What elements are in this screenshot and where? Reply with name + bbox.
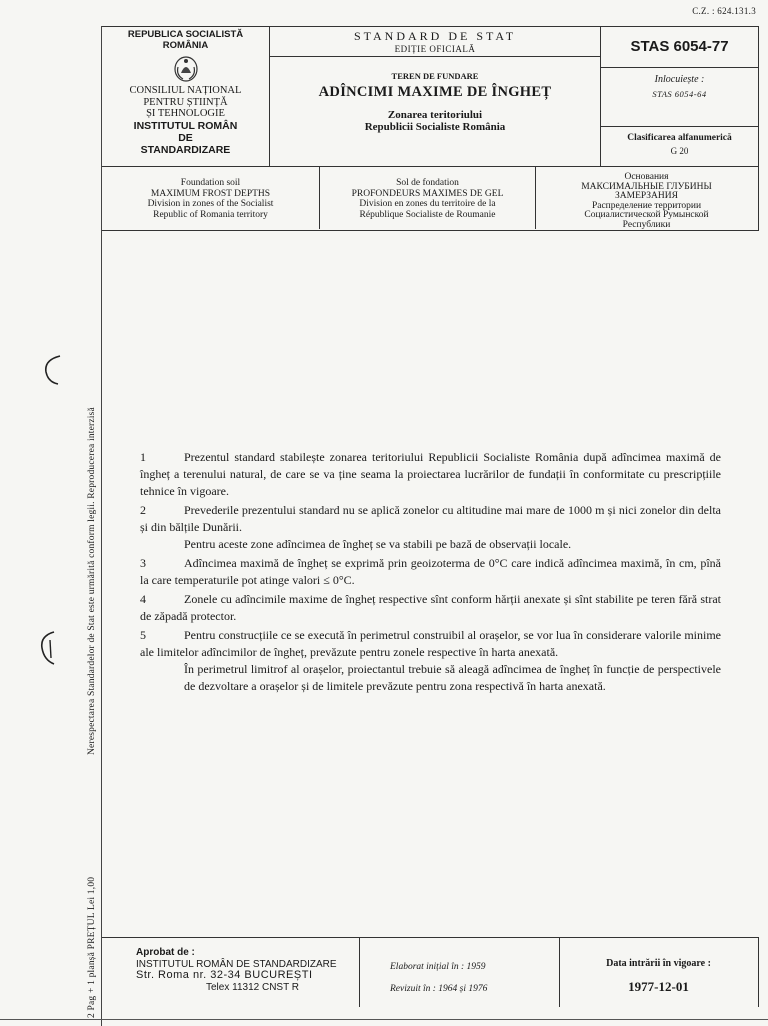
- translation-russian: [536, 167, 757, 229]
- paragraph-5: [140, 627, 721, 661]
- replaces-value: STAS 6054-64: [652, 89, 707, 99]
- translations-row: [102, 167, 759, 231]
- document-subtitle-2: Republicii Socialiste România: [364, 121, 506, 133]
- paragraph-text: Prevederile prezentului standard nu se aplică zonelor cu altitudine mai mare de 1000 m și nici zonelor din delta și din bălțile Dunării.: [140, 503, 721, 534]
- paragraph-1: [140, 449, 721, 500]
- effective-block: [560, 938, 757, 1007]
- institute-line-2: DE: [178, 131, 193, 144]
- approved-label: Aprobat de :: [136, 947, 195, 958]
- paragraph-number: 2: [140, 503, 146, 517]
- title-block: [270, 27, 600, 166]
- translation-line: Распределение территории: [591, 200, 702, 211]
- replaces-label: Inlocuiește :: [654, 74, 705, 85]
- translation-line: Republic of Romania territory: [153, 209, 268, 220]
- translation-line: MAXIMUM FROST DEPTHS: [150, 188, 271, 199]
- approver-address: Str. Roma nr. 32-34 BUCUREȘTI: [136, 969, 313, 981]
- telex-number: Telex 11312 CNST R: [206, 981, 300, 993]
- classification-value: G 20: [670, 146, 689, 156]
- approval-block: [102, 938, 360, 1007]
- header-box: [102, 26, 759, 167]
- republic-line-2: ROMÂNIA: [162, 40, 209, 51]
- republic-line-1: REPUBLICA SOCIALISTĂ: [127, 29, 244, 40]
- translation-english: [102, 167, 320, 229]
- republic-name: [102, 29, 269, 51]
- standard-banner: [270, 27, 600, 57]
- standard-number: STAS 6054-77: [601, 27, 758, 68]
- translation-line: Foundation soil: [180, 178, 241, 188]
- footer-box: [102, 937, 759, 1007]
- paragraph-3: [140, 555, 721, 589]
- elaborated-date: Elaborat inițial în : 1959: [390, 962, 486, 972]
- translation-line: République Socialiste de Roumanie: [359, 209, 496, 220]
- effective-label: Data intrării în vigoare :: [606, 958, 711, 969]
- paragraph-text: Zonele cu adîncimile maxime de îngheț respective sînt conform hărții anexate și sînt stabilite pe teren fără strat de zăpadă protector.: [140, 592, 721, 623]
- council-line-2: PENTRU ȘTIINȚĂ: [143, 96, 228, 108]
- standard-type: STANDARD DE STAT: [353, 29, 517, 43]
- classification-box: [601, 126, 758, 166]
- paragraph-text: Prezentul standard stabilește zonarea teritoriului Republicii Socialiste România după adîncimea maximă de îngheț a terenului natural, de care se va ține seama la proiectarea lucrărilor de fundații în conformitate cu prescripțiile tehnice în vigoare.: [140, 450, 721, 498]
- translation-line: Sol de fondation: [396, 178, 459, 188]
- translation-line: Основания: [624, 172, 669, 182]
- translation-line: Division en zones du territoire de la: [359, 199, 496, 209]
- coat-of-arms-icon: [173, 55, 199, 83]
- document-title: ADÎNCIMI MAXIME DE ÎNGHEȚ: [318, 84, 552, 100]
- council-line-3: ȘI TEHNOLOGIE: [146, 108, 225, 119]
- document-subtitle-1: Zonarea teritoriului: [387, 109, 483, 121]
- translation-french: [320, 167, 536, 229]
- subject-heading: TEREN DE FUNDARE: [391, 71, 479, 81]
- punch-hole-mark: [36, 628, 58, 668]
- edition-label: EDIȚIE OFICIALĂ: [394, 44, 476, 54]
- paragraph-text: Pentru construcțiile ce se execută în perimetrul construibil al orașelor, se vor lua în considerare valorile minime ale limitelor adîncimilor de îngheț, prevăzute pentru zonele respective în harta anexată.: [140, 628, 721, 659]
- approving-body: INSTITUTUL ROMÂN DE STANDARDIZARE: [136, 958, 337, 970]
- price-margin: 2 Pag + 1 planșă PREȚUL Lei 1,00: [87, 876, 97, 1018]
- translation-line: Социалистической Румынской: [584, 210, 709, 220]
- paragraph-number: 4: [140, 592, 146, 606]
- paragraph-text: Pentru aceste zone adîncimea de îngheț se va stabili pe bază de observații locale.: [184, 537, 572, 551]
- paragraph-2-continuation: [140, 536, 721, 553]
- issuer-block: [102, 27, 270, 166]
- translation-line: Division in zones of the Socialist: [147, 199, 274, 209]
- translation-line: PROFONDEURS MAXIMES DE GEL: [351, 188, 504, 199]
- paragraph-5-continuation: [140, 661, 721, 695]
- history-block: [360, 938, 560, 1007]
- punch-hole-mark: [40, 350, 62, 390]
- legal-notice-margin: Nerespectarea Standardelor de Stat este urmărită conform legii. Reproducerea interzisă: [87, 407, 97, 755]
- paragraph-number: 3: [140, 556, 146, 570]
- institute-name: [102, 120, 269, 156]
- document-body: [140, 449, 721, 695]
- translation-line: ЗАМЕРЗАНИЯ: [615, 191, 678, 201]
- paragraph-number: 5: [140, 628, 146, 642]
- institute-line-3: STANDARDIZARE: [140, 143, 231, 156]
- classification-code: C.Z. : 624.131.3: [692, 6, 756, 16]
- classification-label: Clasificarea alfanumerică: [627, 133, 732, 143]
- standard-id-block: [600, 27, 758, 166]
- institute-line-1: INSTITUTUL ROMÂN: [133, 119, 238, 132]
- paragraph-4: [140, 591, 721, 625]
- translation-line: Республики: [622, 219, 671, 230]
- paragraph-text: Adîncimea maximă de îngheț se exprimă prin geoizoterma de 0°C care indică adîncimea maximă, în cm, pînă la care temperaturile pot atinge valori ≤ 0°C.: [140, 556, 721, 587]
- bottom-rule: [0, 1019, 768, 1020]
- revised-dates: Revizuit în : 1964 și 1976: [390, 984, 488, 994]
- council-line-1: CONSILIUL NAȚIONAL: [129, 85, 242, 96]
- paragraph-number: 1: [140, 450, 146, 464]
- council-name: [102, 85, 269, 120]
- effective-date: 1977-12-01: [628, 979, 689, 994]
- paragraph-2: [140, 502, 721, 536]
- paragraph-text: În perimetrul limitrof al orașelor, proiectantul trebuie să aleagă adîncimea de îngheț în funcție de perspectivele de dezvoltare a orașelor și de limitele prevăzute pentru zona respectivă în harta anexată.: [184, 662, 721, 693]
- translation-line: МАКСИМАЛЬНЫЕ ГЛУБИНЫ: [581, 181, 712, 192]
